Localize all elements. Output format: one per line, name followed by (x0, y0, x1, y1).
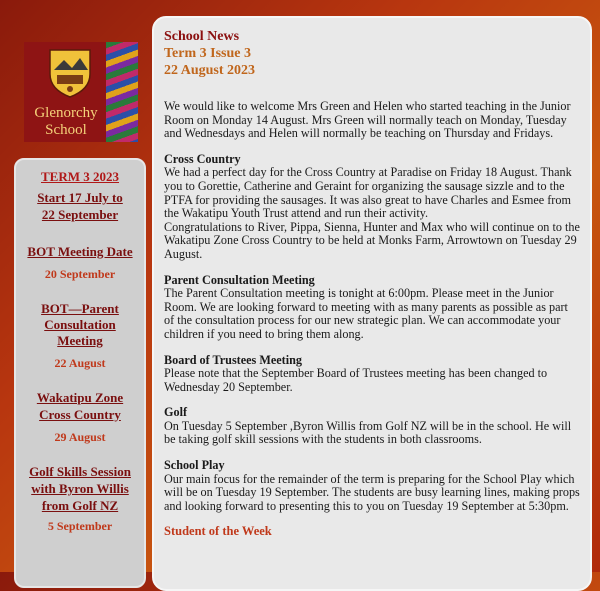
sidebar-item-consultation (36, 301, 124, 371)
section-heading-golf: Golf (164, 405, 188, 420)
newsletter-content (152, 16, 592, 591)
school-logo (24, 42, 138, 142)
crest-icon (48, 48, 92, 98)
logo-pattern (106, 42, 138, 142)
section-heading-consultation: Parent Consultation Meeting (164, 272, 315, 287)
issue-label: Term 3 Issue 3 (164, 46, 251, 61)
sidebar-item-date: 5 September (47, 519, 113, 533)
section-paragraph: On Tuesday 5 September ,Byron Willis from Golf NZ will be in the school. He will be taking golf skill sessions with the students in both classrooms. (164, 418, 572, 447)
sidebar-item-title: BOT—Parent Consultation Meeting (41, 301, 119, 348)
sidebar-item-title: Start 17 July to 22 September (37, 190, 123, 222)
sidebar-item-date: 29 August (54, 430, 106, 444)
intro-paragraph: We would like to welcome Mrs Green and Helen who started teaching in the Junior Room on Monday 14 August. Mrs Green will normally teach on Monday, Tuesday and Wednesdays and Helen will normally be teaching on Thursday and Fridays. (164, 99, 571, 141)
sidebar-item-term-dates (30, 189, 130, 223)
sidebar-item-golf (22, 463, 138, 534)
sidebar-item-cross-country (30, 389, 130, 445)
section-heading-bot: Board of Trustees Meeting (164, 352, 302, 367)
section-heading-cross-country: Cross Country (164, 151, 241, 166)
section-paragraph: The Parent Consultation meeting is tonight at 6:00pm. Please meet in the Junior Room. We are looking forward to meeting with as many parents as possible as part of the consultation process for our new strategic plan. We can accommodate your children if you need to bring them along. (164, 286, 568, 341)
sidebar-dates (14, 158, 146, 588)
sidebar-item-title: TERM 3 2023 (41, 169, 119, 184)
sidebar-item-bot-meeting (16, 243, 144, 282)
issue-date: 22 August 2023 (164, 63, 256, 78)
logo-name-line2: School (45, 122, 87, 138)
sidebar-item-term (16, 168, 144, 185)
sidebar-item-title: Wakatipu Zone Cross Country (36, 390, 124, 422)
logo-name-line1: Glenorchy (34, 105, 98, 121)
section-heading-school-play: School Play (164, 458, 225, 473)
section-paragraph: Our main focus for the remainder of the term is preparing for the School Play which will be on Tuesday 19 September. The students are busy learning lines, making props and looking forward to presenting this to you on Tuesday 19 September at 5:30pm. (164, 471, 580, 513)
section-paragraph: Congratulations to River, Pippa, Sienna, Hunter and Max who will continue on to the Wakatipu Zone Cross Country to be held at Monks Farm, Arrowtown on Tuesday 29 August. (164, 219, 580, 261)
sidebar-item-title: Golf Skills Session with Byron Willis from Golf NZ (29, 464, 131, 513)
sidebar-item-date: 20 September (44, 267, 116, 281)
sidebar-item-date: 22 August (54, 356, 106, 370)
section-heading-student-of-week: Student of the Week (164, 524, 272, 539)
section-paragraph: Please note that the September Board of Trustees meeting has been changed to Wednesday 20 September. (164, 366, 548, 394)
page-title: School News (164, 29, 240, 44)
sidebar-item-title: BOT Meeting Date (27, 244, 133, 259)
section-paragraph: We had a perfect day for the Cross Country at Paradise on Friday 18 August. Thank you to Gorettie, Catherine and Geraint for organizing the sausage sizzle and to the PTFA for providing the sausages. It was also great to have Charles and Esmee from the Wakatipu Youth Trust attend and run their activity. (164, 165, 572, 221)
